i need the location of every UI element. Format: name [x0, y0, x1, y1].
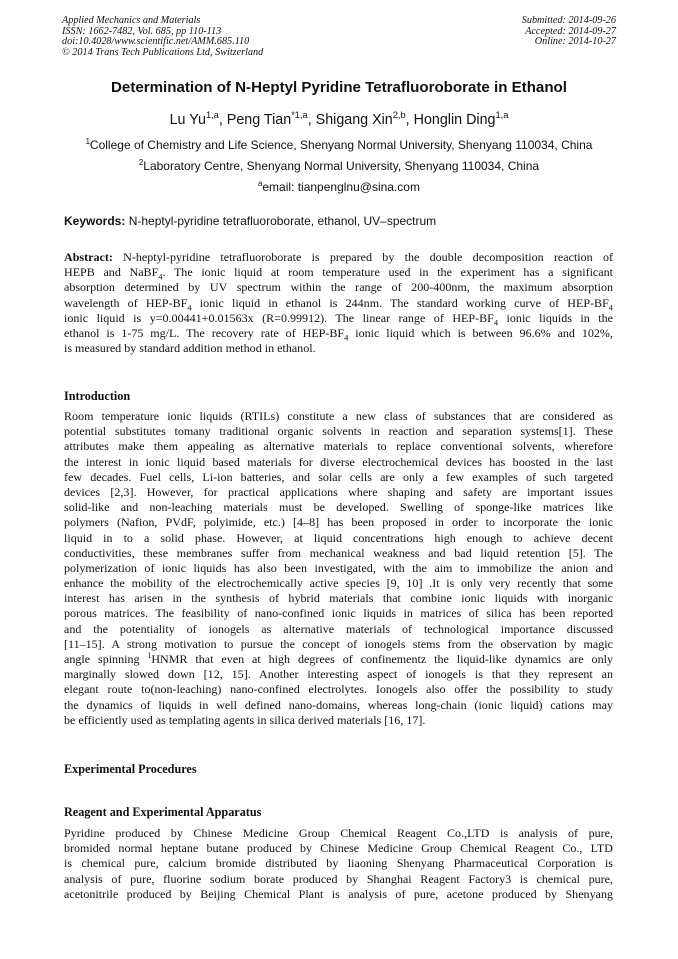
intro-line: few decades. Fuel cells, Li-ion batteries, and solar cells are only a few examples of such targeted: [64, 469, 613, 484]
reagent-line: acetonitrile produced by Beijing Chemical Plant is analysis of pure, acetone produced by Shenyang: [64, 886, 613, 901]
submission-date-line: Accepted: 2014-09-27: [525, 25, 616, 37]
submission-date-line: Online: 2014-10-27: [534, 36, 616, 48]
reagent-body: [64, 826, 613, 902]
intro-line: polymerization of ionic liquids has also been investigated, with the aim to immobilize the anion and: [64, 560, 613, 575]
abstract-label: Abstract:: [64, 250, 113, 264]
email-line: [0, 180, 678, 194]
abstract-line: wavelength of HEP-$BF_4$ ionic liquid in ethanol is 244nm. The standard working curve of HEP-$BF_4$: [64, 295, 614, 312]
author-name: Peng Tian: [226, 112, 292, 128]
intro-line: liquid in to a solid phase. However, at liquid concentrations high enough to achieve decent: [64, 530, 613, 545]
intro-line: conductivities, these membranes suffer from mechanical weakness and bad liquid retention [5]. The: [64, 545, 613, 560]
reagent-line: is chemical pure, calcium bromide distributed by liaoning Shenyang Pharmaceutical Corporation is: [64, 856, 613, 871]
abstract-line: ionic liquid is y=0.00441+0.01563x (R=0.99912). The linear range of HEP-$BF_4$ ionic liquids in the: [64, 310, 613, 328]
section-heading-experimental: Experimental Procedures: [64, 762, 197, 776]
abstract-line-text: N-heptyl-pyridine tetrafluoroborate is prepared by the double decomposition reaction of: [112, 250, 613, 264]
affiliation-text: Laboratory Centre, Shenyang Normal University, Shenyang 110034, China: [143, 159, 540, 173]
author-name: Lu Yu: [169, 112, 206, 128]
abstract-line: is measured by standard addition method in ethanol.: [64, 341, 316, 356]
author-name: Shigang Xin: [315, 112, 393, 128]
keywords-label: Keywords:: [64, 214, 126, 228]
paper-title: Determination of N-Heptyl Pyridine Tetrafluoroborate in Ethanol: [111, 79, 567, 96]
email-text: email: tianpenglnu@sina.com: [262, 180, 420, 194]
intro-line: the interest in ionic liquid based materials for diverse electrochemical devices has boosted in the last: [64, 454, 613, 469]
abstract: [64, 250, 613, 356]
author-affiliation-mark: 2,b: [392, 110, 406, 121]
intro-line: attributes make them appealing as alternative materials to replace conventional solvents, wherefore: [64, 439, 613, 454]
intro-line: polymers (Nafion, PVdF, polyimide, etc.) [4–8] has been proposed in order to incorporate the ionic: [64, 515, 613, 530]
intro-line: potential substitutes tomany traditional organic solvents in reaction and separation systems[1]. These: [64, 424, 613, 439]
affiliation-mark: 1: [85, 137, 90, 146]
author-affiliation-mark: 1,a: [495, 110, 509, 121]
intro-line: Room temperature ionic liquids (RTILs) constitute a new class of substances that are considered as: [64, 409, 613, 423]
reagent-line: analysis of pure, fluorine sodium borate produced by Shanghai Reagent Factory3 is chemical pure,: [64, 871, 613, 886]
keywords-text: N-heptyl-pyridine tetrafluoroborate, ethanol, UV–spectrum: [125, 214, 437, 228]
intro-line: be efficiently used as templating agents in silica derived materials [16, 17].: [64, 712, 426, 727]
intro-line: interest has arisen in the synthesis of hybrid materials that combine ionic liquids with inorganic: [64, 591, 613, 606]
keywords: [64, 214, 614, 228]
author-affiliation-mark: *1,a: [291, 110, 308, 121]
author-name: Honglin Ding: [413, 112, 496, 128]
affiliation-text: College of Chemistry and Life Science, Shenyang Normal University, Shenyang 110034, China: [89, 138, 593, 152]
intro-line: marginally slowed down [12, 15]. Another interesting aspect of ionogels is that they represent an: [64, 667, 613, 682]
journal-info-line: ISSN: 1662-7482, Vol. 685, pp 110-113: [62, 25, 222, 37]
intro-line: enhance the mobility of the electrochemically active species [9, 10] .It is only very recently that some: [64, 576, 613, 591]
abstract-line: ethanol is 1-75 mg/L. The recovery rate of HEP-$BF_4$ ionic liquid which is between 96.6% and 102%,: [64, 325, 613, 343]
abstract-line: absorption determined by UV spectrum within the range of 200-400nm, the maximum absorption: [64, 280, 613, 295]
abstract-line: HEPB and NaBF$_4$. The ionic liquid at room temperature used in the experiment has a significant: [64, 265, 613, 282]
journal-info-line: Applied Mechanics and Materials: [62, 15, 201, 26]
journal-info-line: doi:10.4028/www.scientific.net/AMM.685.110: [62, 36, 250, 48]
intro-line: elegant route to(non-leaching) nano-confined electrolytes. Ionogels also offer the possibility to study: [64, 682, 613, 697]
email-mark: a: [258, 179, 263, 188]
affiliation: [0, 159, 678, 173]
section-heading-introduction: Introduction: [64, 389, 131, 403]
intro-line: angle spinning $^1$HNMR that even at high degrees of confinementz the liquid-like dynamics are only: [64, 650, 613, 666]
introduction-body: [64, 409, 613, 728]
intro-line: [11–15]. A strong motivation to pursue the concept of ionogels stems from the observation by magic: [64, 636, 613, 651]
reagent-line: bromided normal heptane butane produced by Chinese Medicine Group Chemical Reagent Co., LTD: [64, 841, 613, 856]
intro-line: the dynamics of liquids in well defined nano-domains, whereas long-chain (ionic liquid) cations may: [64, 697, 613, 712]
affiliation-mark: 2: [138, 158, 144, 167]
intro-line: devices [2,3]. However, for practical applications where shaping and safety are important issues: [64, 484, 613, 499]
intro-line: and the potentiality of ionogels as alternative materials of technological importance discussed: [64, 621, 613, 636]
author-list: Lu Yu$^{1,a}$, Peng Tian$^{*1,a}$, Shigang Xin$^{2,b}$, Honglin Ding$^{1,a}$: [169, 110, 509, 128]
abstract-line: [64, 250, 613, 265]
submission-date-line: Submitted: 2014-09-26: [521, 15, 616, 26]
intro-line: porous matrices. The feasibility of nano-confined ionic liquids in matrices of silica has been reported: [64, 606, 613, 621]
affiliation: [0, 138, 678, 152]
subsection-heading-reagent: Reagent and Experimental Apparatus: [64, 805, 262, 819]
submission-dates: [522, 16, 616, 48]
journal-info: [62, 16, 263, 58]
author-affiliation-mark: 1,a: [205, 110, 219, 121]
journal-info-line: © 2014 Trans Tech Publications Ltd, Switzerland: [62, 46, 264, 58]
intro-line: solid-like and non-leaching materials must be developed. Swelling of sponge-like matrices like: [64, 500, 613, 515]
reagent-line: Pyridine produced by Chinese Medicine Group Chemical Reagent Co.,LTD is analysis of pure,: [64, 826, 613, 840]
